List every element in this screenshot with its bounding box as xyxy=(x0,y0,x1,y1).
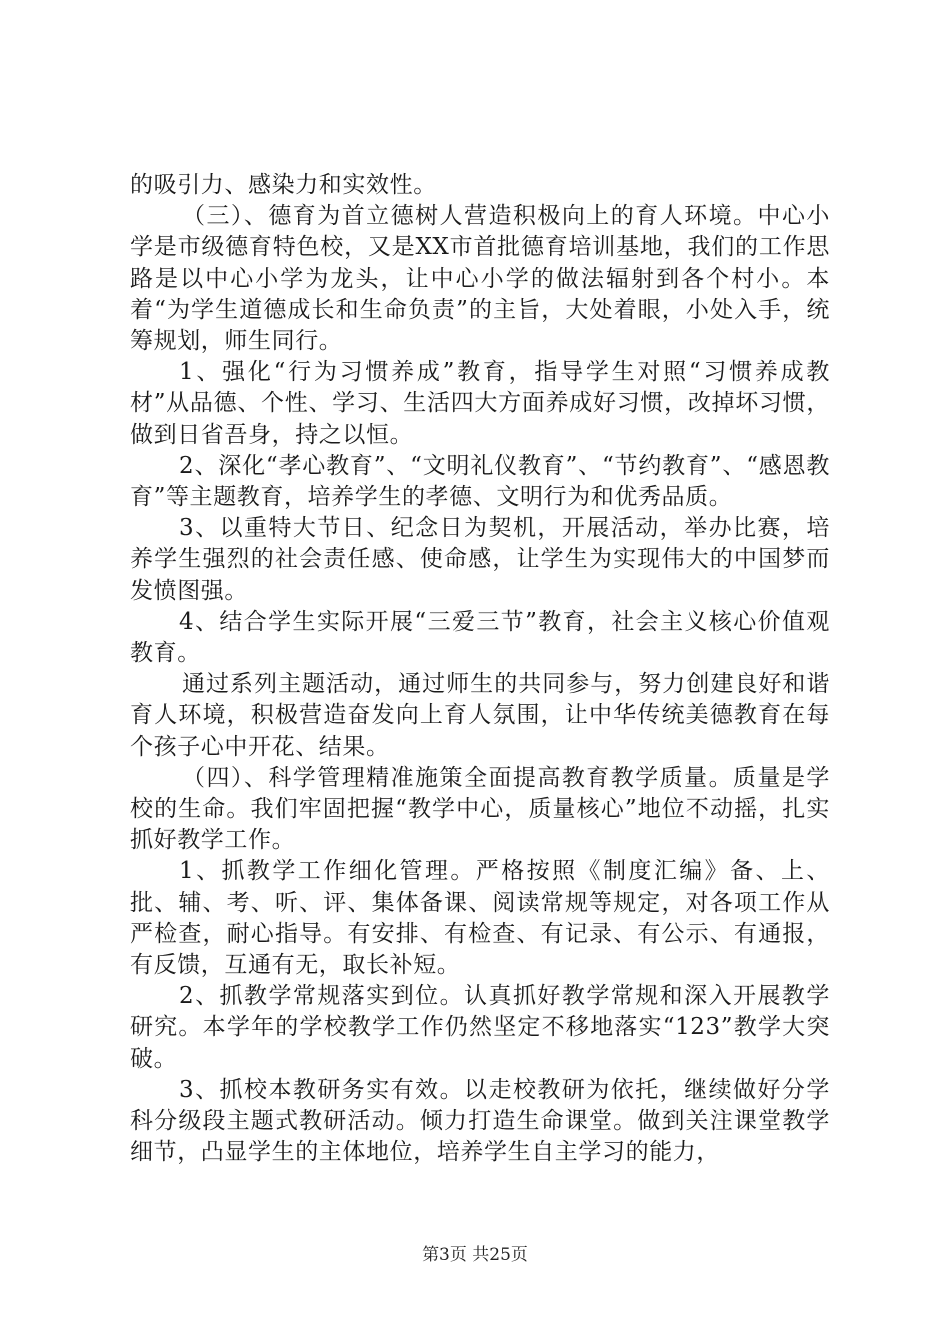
paragraph-section-3: （三）、德育为首立德树人营造积极向上的育人环境。中心小学是市级德育特色校，又是XX市首批德育培训基地，我们的工作思路是以中心小学为龙头，让中心小学的做法辐射到各个村小。本着“为学生道德成长和生命负责”的主旨，大处着眼，小处入手，统筹规划，师生同行。 xyxy=(130,203,830,355)
paragraph-item-2: 2、深化“孝心教育”、“文明礼仪教育”、“节约教育”、“感恩教育”等主题教育，培养学生的孝德、文明行为和优秀品质。 xyxy=(130,452,830,511)
page-number: 第3页 共25页 xyxy=(422,1245,528,1265)
paragraph-summary: 通过系列主题活动，通过师生的共同参与，努力创建良好和谐育人环境，积极营造奋发向上育人氛围，让中华传统美德教育在每个孩子心中开花、结果。 xyxy=(130,671,830,760)
paragraph-teaching-1: 1、抓教学工作细化管理。严格按照《制度汇编》备、上、批、辅、考、听、评、集体备课、阅读常规等规定，对各项工作从严检查，耐心指导。有安排、有检查、有记录、有公示、有通报，有反馈，互通有无，取长补短。 xyxy=(130,858,830,979)
paragraph-teaching-2: 2、抓教学常规落实到位。认真抓好教学常规和深入开展教学研究。本学年的学校教学工作仍然坚定不移地落实“123”教学大突破。 xyxy=(130,983,830,1072)
paragraph-item-4: 4、结合学生实际开展“三爱三节”教育，社会主义核心价值观教育。 xyxy=(130,608,830,667)
paragraph-item-1: 1、强化“行为习惯养成”教育，指导学生对照“习惯养成教材”从品德、个性、学习、生活四大方面养成好习惯，改掉坏习惯，做到日省吾身，持之以恒。 xyxy=(130,359,830,448)
paragraph-item-3: 3、以重特大节日、纪念日为契机，开展活动，举办比赛，培养学生强烈的社会责任感、使命感，让学生为实现伟大的中国梦而发愤图强。 xyxy=(130,515,830,604)
paragraph-continuation: 的吸引力、感染力和实效性。 xyxy=(130,172,437,198)
document-body xyxy=(130,170,830,1169)
paragraph-section-4: （四）、科学管理精准施策全面提高教育教学质量。质量是学校的生命。我们牢固把握“教学中心，质量核心”地位不动摇，扎实抓好教学工作。 xyxy=(130,764,830,854)
paragraph-teaching-3: 3、抓校本教研务实有效。以走校教研为依托，继续做好分学科分级段主题式教研活动。倾力打造生命课堂。做到关注课堂教学细节，凸显学生的主体地位，培养学生自主学习的能力， xyxy=(130,1076,830,1166)
